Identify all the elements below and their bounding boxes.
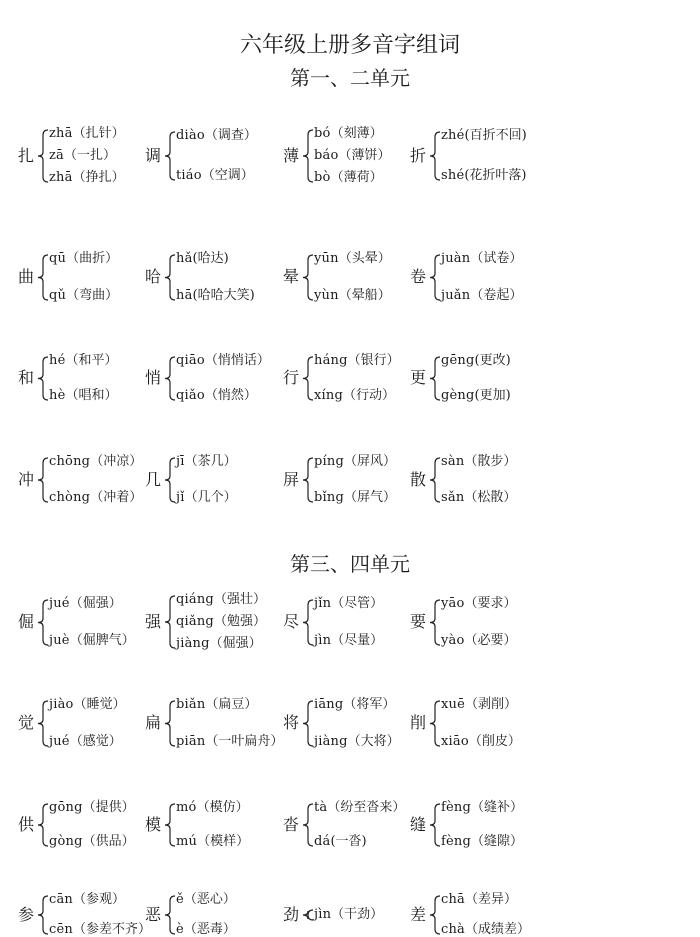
unit-heading: 第三、四单元 [290,552,410,576]
brace-mark [164,803,176,847]
page-title: 六年级上册多音字组词 [239,33,460,58]
pinyin-text: jī [176,454,185,469]
brace-mark [429,803,441,847]
pinyin-text: mó [176,800,197,815]
polyphone-char: 缝 [410,815,427,834]
pinyin-text: sàn [441,454,465,469]
reading-line [49,353,117,368]
reading-line [176,490,237,505]
reading-line [49,126,125,141]
example-word: （茶几） [184,454,237,469]
polyphone-char: 折 [410,146,427,165]
reading-line [49,734,122,749]
pinyin-text: biǎn [176,696,206,712]
example-word: （供品） [82,834,135,849]
reading-line [176,251,229,266]
brace-mark [164,700,176,747]
example-word: (一沓) [330,834,367,849]
pinyin-text: jiàng [314,733,348,749]
reading-line [314,388,395,403]
example-word: （弯曲） [66,287,119,303]
example-word: （睡觉） [73,696,126,712]
pinyin-text: báo [314,148,339,163]
unit-heading: 第一、二单元 [290,66,410,90]
reading-line [314,251,391,266]
reading-line [441,353,511,368]
example-word: （勉强） [213,614,266,629]
pinyin-text: tà [314,800,328,815]
example-word: （挣扎） [72,170,125,185]
example-word: （头晕） [338,250,391,266]
example-word: （恶毒） [183,922,236,937]
brace-mark [37,356,49,401]
reading-line [314,633,383,648]
polyphone-char: 扁 [145,713,162,732]
example-word: （几个） [184,490,237,505]
example-word: （参差不齐） [72,922,151,937]
pinyin-text: gōng [49,800,83,815]
pinyin-text: hé [49,352,66,368]
reading-line [314,454,396,469]
pinyin-text: qiǎng [176,614,214,629]
example-word: （薄饼） [338,148,391,163]
reading-line [441,388,511,403]
pinyin-text: juè [49,632,70,648]
brace-mark [302,599,314,646]
polyphone-char: 供 [18,815,35,834]
pinyin-text: mú [176,834,198,849]
example-word: （屏气） [343,490,396,505]
example-word: (哈达) [192,250,229,266]
pinyin-text: zā [49,148,64,163]
brace-mark [429,356,441,401]
polyphone-char: 扎 [18,146,35,165]
reading-line [49,697,126,712]
brace-mark [429,700,441,747]
reading-line [49,596,122,611]
polyphone-char: 模 [145,815,162,834]
reading-line [176,592,266,607]
pinyin-text: yāo [441,595,465,611]
pinyin-text: jiào [49,696,74,712]
pinyin-text: qiǎo [176,387,205,403]
reading-line [441,734,521,749]
polyphone-char: 几 [145,470,162,489]
example-word: （刻薄） [330,126,383,141]
example-word: （恶心） [183,892,236,907]
reading-line [314,288,391,303]
pinyin-text: qiáng [176,592,214,607]
brace-mark [302,700,314,747]
pinyin-text: qiāo [176,352,205,368]
example-word: （感觉） [69,733,122,749]
polyphone-char: 削 [410,713,427,732]
example-word: （试卷） [470,250,523,266]
pinyin-text: jìn [314,632,332,648]
polyphone-char: 沓 [283,815,300,834]
brace-mark [37,803,49,847]
example-word: （晕船） [338,287,391,303]
example-word: （散步） [464,454,517,469]
brace-mark [302,803,314,847]
reading-line [176,388,257,403]
polyphone-char: 差 [410,905,427,924]
example-word: （强壮） [213,592,266,607]
pinyin-text: zhā [49,170,73,185]
example-word: （卷起） [470,287,523,303]
pinyin-text: bǐng [314,490,344,505]
pinyin-text: juàn [441,250,471,266]
pinyin-text: hǎ [176,250,193,266]
pinyin-text: tiáo [176,168,202,183]
pinyin-text: jué [49,733,70,749]
polyphone-char: 曲 [18,267,35,286]
example-word: （模样） [197,834,250,849]
example-word: (花折叶落) [464,168,527,183]
reading-line [49,454,142,469]
polyphone-char: 倔 [18,612,35,631]
pinyin-text: shé [441,168,465,183]
pinyin-text: piān [176,733,206,749]
brace-mark [429,895,441,935]
pinyin-text: qǔ [49,287,67,303]
polyphone-char: 卷 [410,267,427,286]
brace-mark [429,457,441,503]
example-word: （松散） [464,490,517,505]
reading-line [176,288,255,303]
reading-line [441,168,527,183]
polyphone-char: 哈 [145,267,162,286]
polyphone-char: 悄 [145,368,162,387]
example-word: （冲凉） [90,454,143,469]
example-word: （一扎） [64,148,117,163]
reading-line [176,636,262,651]
brace-mark [37,457,49,503]
polyphone-char: 薄 [283,146,300,165]
example-word: （调查） [204,128,257,143]
reading-line [314,800,405,815]
reading-line [176,614,266,629]
example-word: （空调） [201,168,254,183]
example-word: （银行） [347,352,400,368]
reading-line [176,800,249,815]
reading-line [441,892,517,907]
example-word: (哈哈大笑) [192,287,255,303]
reading-line [314,126,383,141]
reading-line [441,596,517,611]
pinyin-text: xíng [314,387,343,403]
brace-mark [429,254,441,301]
polyphone-char: 觉 [18,713,35,732]
pinyin-text: è [176,922,184,937]
brace-mark [37,599,49,646]
polyphone-char: 强 [145,612,162,631]
polyphone-char: 劲 [283,905,300,924]
example-word: （悄然） [204,387,257,403]
reading-line [441,128,527,143]
reading-line [314,697,395,712]
pinyin-text: xiāo [441,733,469,749]
reading-line [314,170,383,185]
reading-line [314,148,391,163]
example-word: （剥削） [465,696,518,712]
brace-mark [302,129,314,183]
brace-mark [302,254,314,301]
example-word: （倔强） [69,595,122,611]
reading-line [176,892,236,907]
pinyin-text: dá [314,834,331,849]
example-word: （悄悄话） [204,352,270,368]
pinyin-text: chà [441,922,466,937]
example-word: （尽量） [331,632,384,648]
pinyin-text: fèng [441,800,471,815]
example-word: （提供） [82,800,135,815]
reading-line [441,633,517,648]
reading-line [176,922,236,937]
polyphone-char: 和 [18,368,35,387]
pinyin-text: jìn [314,907,332,922]
example-word: （必要） [464,632,517,648]
example-word: （行动） [342,387,395,403]
example-word: （唱和） [65,387,118,403]
pinyin-text: bó [314,126,331,141]
reading-line [441,490,516,505]
brace-mark [164,131,176,181]
example-word: （纷至沓来） [327,800,406,815]
reading-line [49,834,135,849]
reading-line [176,168,254,183]
brace-mark [164,356,176,401]
brace-mark [164,457,176,503]
reading-line [49,490,142,505]
pinyin-text: chòng [49,490,91,505]
reading-line [176,697,257,712]
reading-line [176,834,249,849]
polyphone-char: 将 [283,713,300,732]
example-word: (更加) [474,387,511,403]
brace-mark [164,595,176,649]
polyphone-char: 行 [283,368,300,387]
example-word: （薄荷） [330,170,383,185]
example-word: （参观） [73,892,126,907]
brace-mark [37,895,49,935]
reading-line [176,128,257,143]
polyphone-char: 冲 [18,470,35,489]
example-word: （倔脾气） [69,632,135,648]
reading-line [49,148,116,163]
example-word: （将军） [343,696,396,712]
polyphone-char: 尽 [283,612,300,631]
polyphone-char: 参 [18,905,35,924]
pinyin-text: jǐn [314,595,332,611]
pinyin-text: cān [49,892,74,907]
reading-line [441,697,517,712]
pinyin-text: qū [49,250,67,266]
reading-line [441,288,522,303]
example-word: (百折不回) [464,128,527,143]
brace-mark [164,254,176,301]
pinyin-text: jiàng [176,636,210,651]
pinyin-text: ě [176,892,184,907]
example-word: （模仿） [196,800,249,815]
reading-line [441,800,523,815]
polyphone-char: 晕 [283,267,300,286]
pinyin-text: zhé [441,128,465,143]
reading-line [314,834,367,849]
example-word: （尽管） [331,595,384,611]
example-word: （屏风） [343,454,396,469]
pinyin-text: chā [441,892,466,907]
reading-line [441,922,530,937]
pinyin-text: diào [176,128,205,143]
reading-line [314,353,400,368]
polyphone-char: 要 [410,612,427,631]
example-word: （成绩差） [465,922,531,937]
reading-line [176,734,283,749]
reading-line [314,734,400,749]
reading-line [441,834,523,849]
reading-line [441,251,522,266]
polyphone-char: 更 [410,368,427,387]
brace-mark [302,909,314,921]
reading-line [314,907,383,922]
example-word: （缝隙） [471,834,524,849]
pinyin-text: hè [49,387,66,403]
pinyin-text: iāng [314,696,344,712]
polyphone-char: 恶 [145,905,162,924]
example-word: （削皮） [468,733,521,749]
polyphone-char: 调 [145,146,162,165]
pinyin-text: yào [441,632,465,648]
reading-line [176,454,237,469]
reading-line [176,353,270,368]
example-word: （曲折） [66,250,119,266]
brace-mark [302,356,314,401]
pinyin-text: píng [314,454,344,469]
brace-mark [37,129,49,183]
pinyin-text: sǎn [441,490,465,505]
example-word: （要求） [464,595,517,611]
pinyin-text: bò [314,170,331,185]
example-word: （一叶扁舟） [205,733,284,749]
reading-line [441,454,516,469]
pinyin-text: hā [176,287,193,303]
reading-line [49,170,125,185]
reading-line [49,922,151,937]
example-word: （差异） [465,892,518,907]
reading-line [49,892,125,907]
brace-mark [429,131,441,181]
example-word: （和平） [65,352,118,368]
brace-mark [37,700,49,747]
pinyin-text: yūn [314,250,339,266]
example-word: (更改) [474,352,511,368]
polyphone-char: 散 [410,470,427,489]
pinyin-text: jǐ [176,490,185,505]
pinyin-text: yùn [314,287,339,303]
reading-line [49,633,135,648]
reading-line [49,800,135,815]
reading-line [49,288,118,303]
brace-mark [429,599,441,646]
brace-mark [302,457,314,503]
pinyin-text: zhā [49,126,73,141]
reading-line [49,388,117,403]
example-word: （大将） [347,733,400,749]
reading-line [314,490,396,505]
brace-mark [37,254,49,301]
pinyin-text: fèng [441,834,471,849]
pinyin-text: háng [314,352,348,368]
pinyin-text: gòng [49,834,83,849]
example-word: （倔强） [209,636,262,651]
pinyin-text: gēng [441,352,475,368]
example-word: （缝补） [471,800,524,815]
polyphone-char: 屏 [283,470,300,489]
reading-line [314,596,383,611]
example-word: （扎针） [72,126,125,141]
example-word: （干劲） [331,907,384,922]
reading-line [49,251,118,266]
pinyin-text: cēn [49,922,73,937]
pinyin-text: jué [49,595,70,611]
pinyin-text: juǎn [441,287,471,303]
pinyin-text: chōng [49,454,91,469]
pinyin-text: xuē [441,696,465,712]
pinyin-text: gèng [441,387,475,403]
brace-mark [164,895,176,935]
example-word: （冲着） [90,490,143,505]
example-word: （扁豆） [205,696,258,712]
